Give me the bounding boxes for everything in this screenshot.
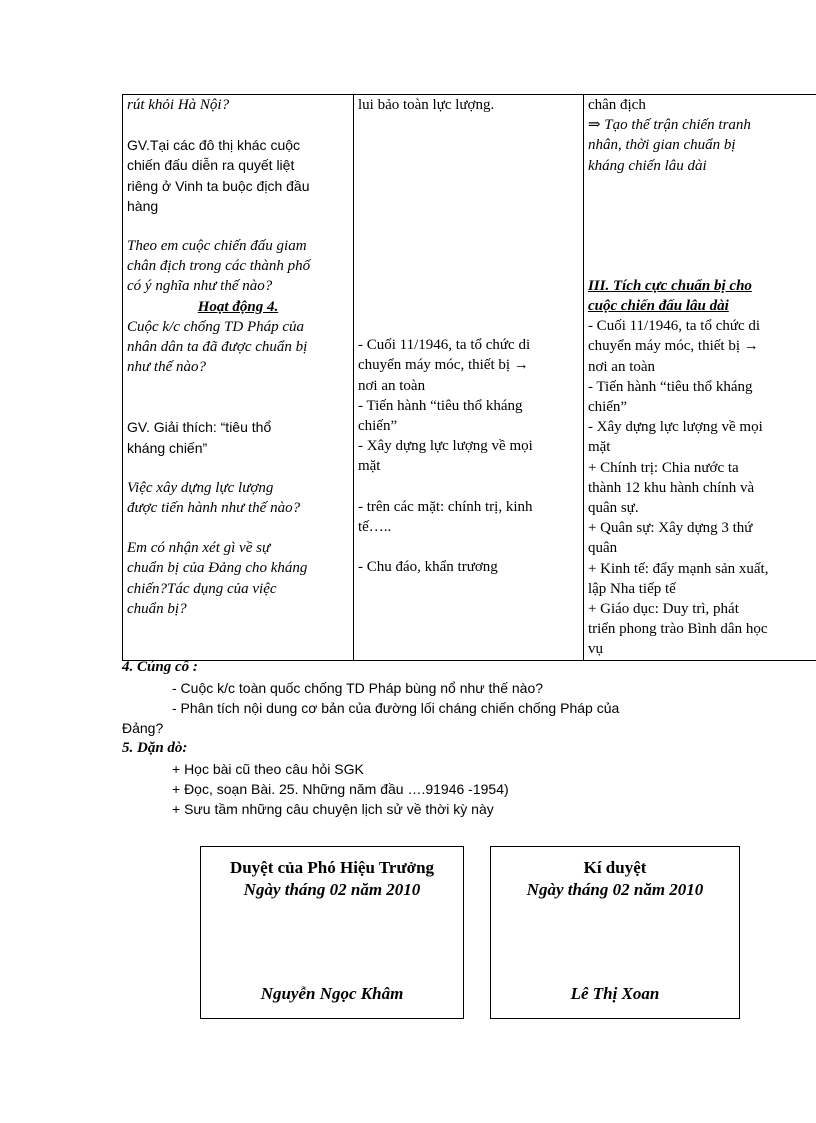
cell-text-line: chân địch (587, 97, 646, 113)
cell-text-line (127, 458, 349, 478)
approval-title: Kí duyệt (583, 858, 647, 877)
cell-text-line (358, 175, 579, 195)
cell-text-line: chiến đấu diễn ra quyết liệt (127, 157, 295, 174)
cell-text-line: triển phong trào Bình dân học (587, 621, 768, 638)
cell-text-line: Cuộc k/c chống TD Pháp của (127, 318, 305, 335)
cell-text-line: riêng ở Vinh ta buộc địch đầu (127, 177, 310, 194)
cell-text-line (127, 397, 349, 417)
cell-text-line: cuộc chiến đấu lâu dài (587, 298, 729, 315)
homework-item: + Học bài cũ theo câu hỏi SGK (172, 761, 364, 777)
cell-text-line (358, 275, 579, 295)
cell-text-line: + Giáo dục: Duy trì, phát (587, 601, 739, 618)
cell-text-line: hàng (127, 197, 159, 214)
cell-text-line: - trên các mặt: chính trị, kinh (357, 498, 533, 515)
cell-text-line: lui bảo toàn lực lượng. (357, 97, 495, 113)
vice-principal-approval-box (200, 846, 464, 1019)
cell-text-line: Việc xây dựng lực lượng (127, 479, 274, 496)
cell-text-line (127, 216, 349, 236)
cell-text-line: Hoạt động 4. (197, 298, 279, 315)
cell-text-line (358, 315, 579, 335)
cell-text-line: chuyển máy móc, thiết bị → (587, 338, 759, 355)
cell-text-line (588, 196, 813, 216)
cell-text-line: mặt (587, 439, 611, 456)
cell-text-line (358, 215, 579, 235)
cell-text-line: rút khỏi Hà Nội? (127, 97, 230, 113)
approval-title: Duyệt của Phó Hiệu Trưởng (229, 858, 435, 877)
cell-text-line (588, 256, 813, 276)
cell-text-line: lập Nha tiếp tế (587, 580, 676, 597)
cell-text-line: thành 12 khu hành chính và (587, 479, 755, 496)
signer-name: Nguyễn Ngọc Khâm (260, 984, 404, 1003)
cell-text-line (588, 236, 813, 256)
cell-text-line: III. Tích cực chuẩn bị cho (587, 277, 752, 294)
cell-text-line (358, 235, 579, 255)
cell-text-line: được tiến hành như thế nào? (127, 500, 301, 517)
homework-item: + Sưu tầm những câu chuyện lịch sử về thời kỳ này (172, 801, 494, 817)
cell-text-line: - Xây dựng lực lượng về mọi (587, 419, 763, 436)
cell-text-line: - Chu đáo, khẩn trương (357, 559, 498, 576)
signer-name: Lê Thị Xoan (570, 984, 660, 1003)
cell-text-line (358, 295, 579, 315)
cell-text-line: quân (587, 540, 618, 557)
table-row (123, 95, 816, 661)
cell-text-line: - Cuối 11/1946, ta tổ chức di (357, 337, 531, 354)
cell-text-line: chuyển máy móc, thiết bị → (357, 357, 529, 374)
final-approval-box (490, 846, 740, 1019)
cell-text-line: kháng chiến” (127, 439, 208, 456)
cell-text-line: GV. Giải thích: “tiêu thổ (127, 419, 272, 436)
cell-text-line: chiến” (587, 399, 628, 416)
cell-text-line: nơi an toàn (587, 358, 656, 375)
cell-text-line: Em có nhận xét gì về sự (127, 540, 271, 557)
cell-text-line: ⇒ Tạo thế trận chiến tranh (587, 117, 751, 134)
cell-text-line: kháng chiến lâu dài (587, 157, 707, 174)
teacher-activity-cell (123, 95, 354, 661)
consolidate-item: Đảng? (122, 720, 164, 736)
consolidate-item: - Phân tích nội dung cơ bản của đường lối cháng chiến chống Pháp của (172, 700, 620, 716)
approval-date: Ngày tháng 02 năm 2010 (243, 880, 421, 899)
cell-text-line (358, 135, 579, 155)
cell-text-line: nhân dân ta đã được chuẩn bị (127, 339, 308, 356)
cell-text-line: + Kinh tế: đẩy mạnh sản xuất, (587, 560, 769, 577)
cell-text-line: chiến” (357, 418, 398, 435)
approval-date: Ngày tháng 02 năm 2010 (526, 880, 704, 899)
cell-text-line (358, 155, 579, 175)
cell-text-line: - Tiến hành “tiêu thổ kháng (357, 397, 523, 414)
cell-text-line: - Xây dựng lực lượng về mọi (357, 438, 533, 455)
consolidate-item: - Cuộc k/c toàn quốc chống TD Pháp bùng nổ như thế nào? (172, 680, 544, 696)
cell-text-line: + Chính trị: Chia nước ta (587, 459, 739, 476)
cell-text-line (358, 195, 579, 215)
cell-text-line (588, 176, 813, 196)
cell-text-line: GV.Tại các đô thị khác cuộc (127, 137, 301, 154)
student-activity-cell (353, 95, 583, 661)
cell-text-line (358, 537, 579, 557)
content-cell (583, 95, 816, 661)
cell-text-line (127, 377, 349, 397)
cell-text-line: mặt (357, 458, 381, 475)
cell-text-line: chiến?Tác dụng của việc (127, 580, 277, 597)
cell-text-line: + Quân sự: Xây dựng 3 thứ (587, 520, 753, 537)
cell-text-line: - Cuối 11/1946, ta tổ chức di (587, 318, 761, 335)
homework-item: + Đọc, soạn Bài. 25. Những năm đầu ….91946 -1954) (172, 781, 509, 797)
cell-text-line: chân địch trong các thành phố (127, 258, 311, 275)
cell-text-line (358, 255, 579, 275)
cell-text-line: chuẩn bị? (127, 600, 187, 617)
cell-text-line: tế….. (357, 518, 392, 535)
consolidate-heading: 4. Củng cố : (122, 659, 198, 675)
cell-text-line: Theo em cuộc chiến đấu giam (127, 238, 307, 255)
cell-text-line (127, 115, 349, 135)
homework-heading: 5. Dặn dò: (122, 740, 188, 756)
cell-text-line (588, 216, 813, 236)
cell-text-line: nhân, thời gian chuẩn bị (587, 137, 736, 154)
cell-text-line: vụ (587, 641, 603, 658)
lesson-table (122, 94, 816, 661)
cell-text-line: như thế nào? (127, 359, 207, 376)
cell-text-line: nơi an toàn (357, 377, 426, 394)
cell-text-line: chuẩn bị của Đảng cho kháng (127, 560, 308, 577)
cell-text-line (358, 477, 579, 497)
cell-text-line (358, 115, 579, 135)
cell-text-line: có ý nghĩa như thế nào? (127, 278, 273, 295)
cell-text-line: - Tiến hành “tiêu thổ kháng (587, 378, 753, 395)
cell-text-line (127, 518, 349, 538)
cell-text-line: quân sự. (587, 500, 639, 517)
